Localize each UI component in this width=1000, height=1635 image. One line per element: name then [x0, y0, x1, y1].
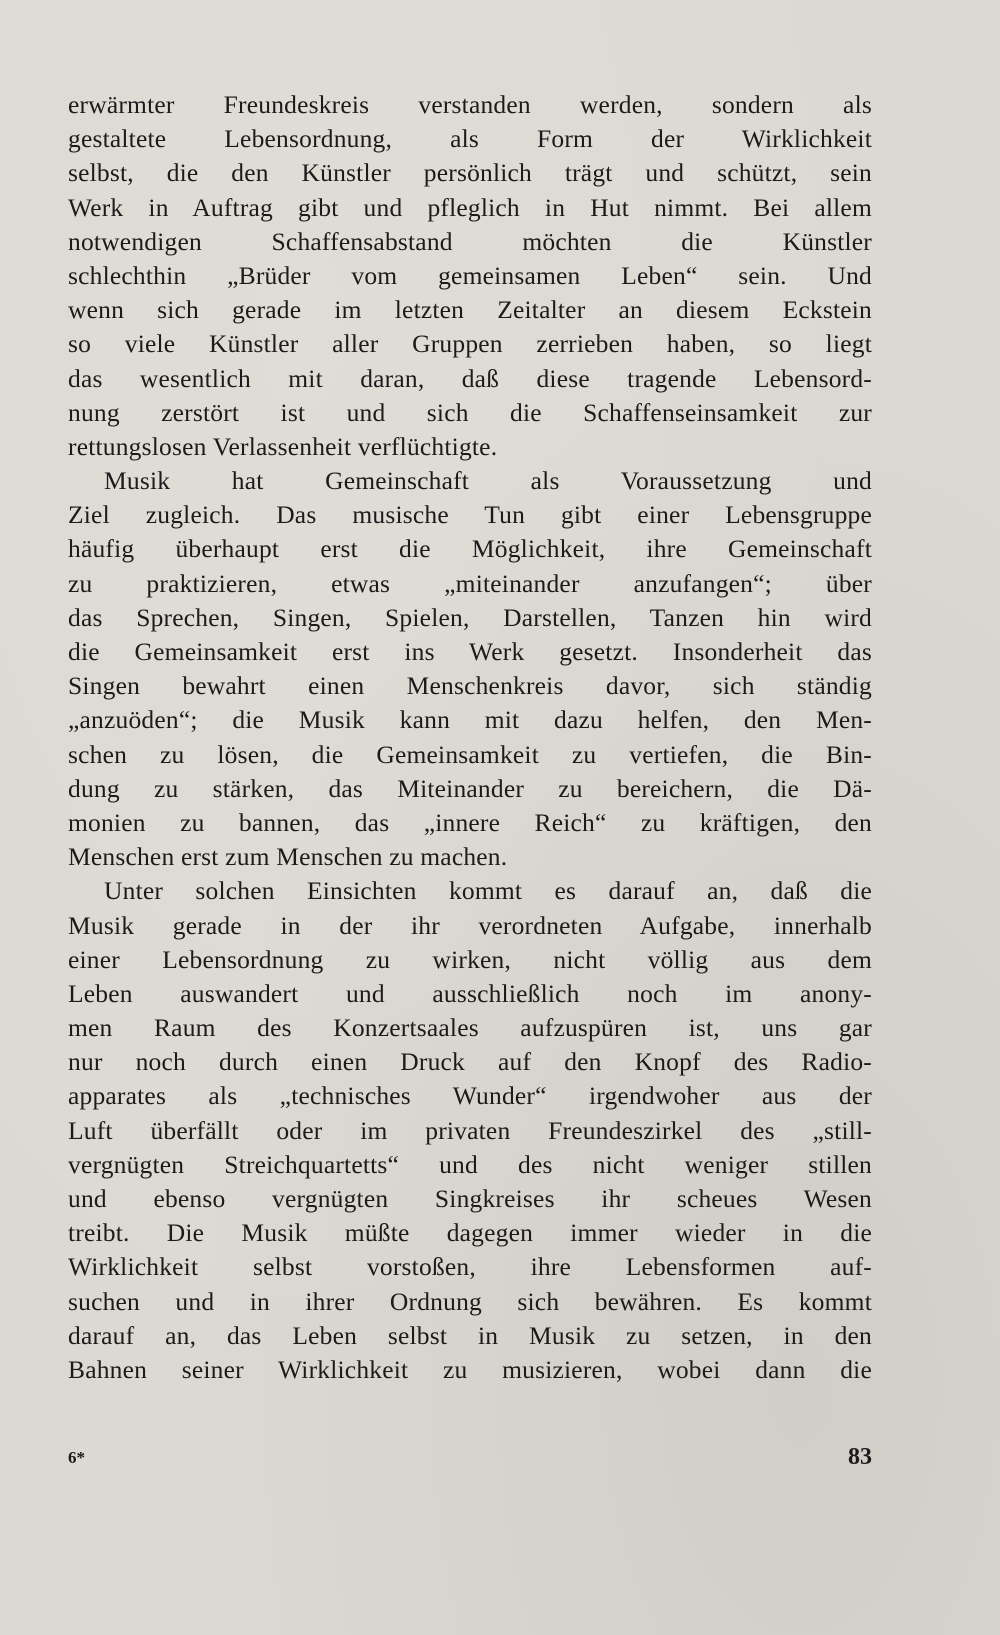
- text-line: so viele Künstler aller Gruppen zerrieben haben, so liegt: [68, 329, 872, 359]
- text-line: Werk in Auftrag gibt und pfleglich in Hut nimmt. Bei allem: [68, 192, 872, 222]
- text-line: Wirklichkeit selbst vorstoßen, ihre Lebensformen auf-: [68, 1252, 872, 1282]
- text-line: Menschen erst zum Menschen zu machen.: [68, 842, 508, 872]
- text-line: Musik gerade in der ihr verordneten Aufgabe, innerhalb: [68, 910, 872, 940]
- text-line: gestaltete Lebensordnung, als Form der Wirklichkeit: [68, 124, 872, 154]
- text-line: Luft überfällt oder im privaten Freundeszirkel des „still-: [68, 1115, 872, 1145]
- text-line: schen zu lösen, die Gemeinsamkeit zu vertiefen, die Bin-: [68, 739, 872, 769]
- text-line: nur noch durch einen Druck auf den Knopf des Radio-: [68, 1047, 872, 1077]
- page-footer: [68, 1444, 872, 1484]
- text-line: notwendigen Schaffensabstand möchten die Künstler: [68, 226, 872, 256]
- text-line: Ziel zugleich. Das musische Tun gibt einer Lebensgruppe: [68, 500, 872, 530]
- text-line: apparates als „technisches Wunder“ irgendwoher aus der: [68, 1081, 872, 1111]
- text-line: häufig überhaupt erst die Möglichkeit, ihre Gemeinschaft: [68, 534, 872, 564]
- text-line: monien zu bannen, das „innere Reich“ zu kräftigen, den: [68, 807, 872, 837]
- text-line: zu praktizieren, etwas „miteinander anzufangen“; über: [68, 568, 872, 598]
- text-line: Leben auswandert und ausschließlich noch im anony-: [68, 978, 872, 1008]
- text-line: erwärmter Freundeskreis verstanden werden, sondern als: [68, 90, 872, 119]
- text-line: darauf an, das Leben selbst in Musik zu setzen, in den: [68, 1320, 872, 1350]
- text-line: vergnügten Streichquartetts“ und des nicht weniger stillen: [68, 1149, 872, 1179]
- text-line: men Raum des Konzertsaales aufzuspüren ist, uns gar: [68, 1013, 872, 1043]
- text-line: und ebenso vergnügten Singkreises ihr scheues Wesen: [68, 1184, 872, 1213]
- body-text: [68, 88, 872, 1387]
- signature-mark: 6*: [68, 1448, 85, 1467]
- text-line: einer Lebensordnung zu wirken, nicht völlig aus dem: [68, 944, 872, 974]
- text-line: rettungslosen Verlassenheit verflüchtigte.: [68, 431, 498, 461]
- text-line: Musik hat Gemeinschaft als Voraussetzung und: [104, 466, 872, 496]
- text-line: das wesentlich mit daran, daß diese tragende Lebensord-: [68, 363, 872, 393]
- text-line: nung zerstört ist und sich die Schaffenseinsamkeit zur: [68, 397, 872, 427]
- text-line: das Sprechen, Singen, Spielen, Darstellen, Tanzen hin wird: [68, 602, 872, 632]
- page-number: 83: [848, 1444, 872, 1470]
- text-line: wenn sich gerade im letzten Zeitalter an diesem Eckstein: [68, 295, 872, 325]
- text-line: dung zu stärken, das Miteinander zu bereichern, die Dä-: [68, 773, 872, 803]
- text-line: die Gemeinsamkeit erst ins Werk gesetzt. Insonderheit das: [68, 637, 872, 666]
- text-line: Singen bewahrt einen Menschenkreis davor, sich ständig: [68, 671, 872, 701]
- text-line: Bahnen seiner Wirklichkeit zu musizieren, wobei dann die: [68, 1354, 872, 1384]
- text-line: schlechthin „Brüder vom gemeinsamen Leben“ sein. Und: [68, 260, 872, 290]
- text-line: Unter solchen Einsichten kommt es darauf an, daß die: [104, 876, 872, 906]
- text-line: suchen und in ihrer Ordnung sich bewähren. Es kommt: [68, 1286, 872, 1316]
- text-line: „anzuöden“; die Musik kann mit dazu helfen, den Men-: [68, 705, 872, 735]
- text-line: selbst, die den Künstler persönlich trägt und schützt, sein: [68, 158, 872, 188]
- text-line: treibt. Die Musik müßte dagegen immer wieder in die: [68, 1218, 872, 1248]
